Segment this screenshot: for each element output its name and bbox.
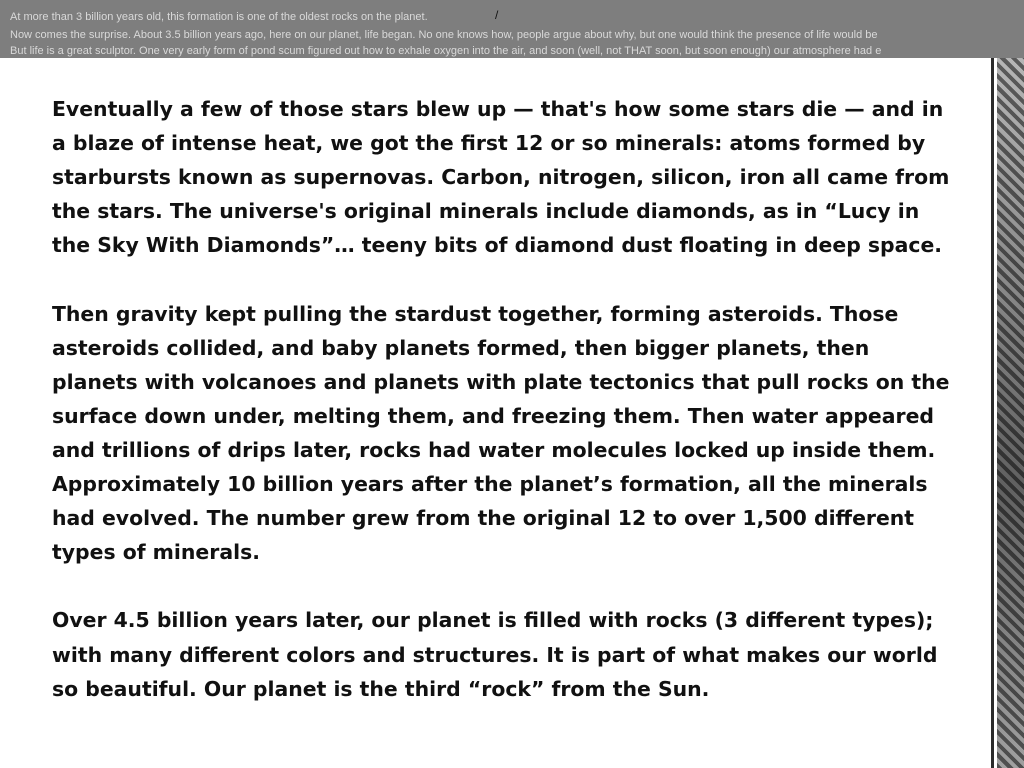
paragraph-stars: Eventually a few of those stars blew up — that's how some stars die — and in a blaze of intense heat, we got the first 12 or so minerals: atoms formed by starbursts known as supernovas. Carbon, nitrogen, silicon, iron all came from the stars. The universe's original minerals include diamonds, as in “Lucy in the Sky With Diamonds”… teeny bits of diamond dust floating in deep space. (52, 97, 950, 258)
slide-body-text (52, 92, 952, 740)
banner-line-1: At more than 3 billion years old, this formation is one of the oldest rocks on the planet. (10, 11, 428, 23)
banner-line-2: Now comes the surprise. About 3.5 billion years ago, here on our planet, life began. No one knows how, people argue about why, but one would think the presence of life would be (10, 29, 878, 41)
decorative-side-border (991, 58, 1024, 768)
paragraph-planet: Over 4.5 billion years later, our planet is filled with rocks (3 different types); with many different colors and structures. It is part of what makes our world so beautiful. Our planet is the third “rock” from the Sun. (52, 608, 938, 701)
overflow-text-banner (0, 0, 1024, 58)
text-cursor-icon: / (495, 8, 499, 22)
banner-line-3: But life is a great sculptor. One very early form of pond scum figured out how to exhale oxygen into the air, and soon (well, not THAT soon, but soon enough) our atmosphere had e (10, 45, 882, 57)
paragraph-gravity: Then gravity kept pulling the stardust together, forming asteroids. Those asteroids collided, and baby planets formed, then bigger planets, then planets with volcanoes and planets with plate tectonics that pull rocks on the surface down under, melting them, and freezing them. Then water appeared and trillions of drips later, rocks had water molecules locked up inside them. Approximately 10 billion years after the planet’s formation, all the minerals had evolved. The number grew from the original 12 to over 1,500 different types of minerals. (52, 301, 950, 565)
